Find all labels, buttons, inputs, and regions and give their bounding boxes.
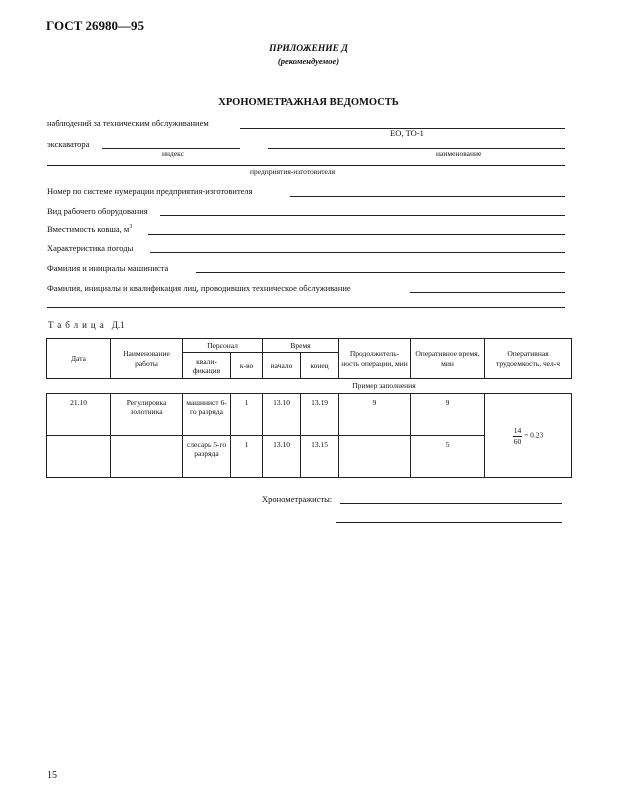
example-row xyxy=(47,379,572,393)
operator-line xyxy=(196,272,565,273)
weather-label: Характеристика погоды xyxy=(47,243,134,253)
cell-end: 13.15 xyxy=(301,435,339,477)
signature-line-1 xyxy=(340,503,562,504)
cell-date xyxy=(47,435,111,477)
staff-line-2 xyxy=(47,307,565,308)
cell-duration: 9 xyxy=(339,393,411,435)
signature-label: Хронометражисты: xyxy=(262,494,333,504)
bucket-line xyxy=(148,234,565,235)
weather-line xyxy=(150,252,565,253)
th-date: Дата xyxy=(47,339,111,379)
th-duration: Продолжитель-ность операции, мин xyxy=(339,339,411,379)
th-personnel: Персонал xyxy=(183,339,263,353)
th-count: к-во xyxy=(231,353,263,379)
standard-header: ГОСТ 26980—95 xyxy=(46,18,145,33)
table-caption: Таблица Д.1 xyxy=(48,320,125,330)
equipment-label: Вид рабочего оборудования xyxy=(47,206,148,216)
name-caption: наименование xyxy=(436,149,482,158)
labor-result: = 0.23 xyxy=(524,430,544,440)
equipment-line xyxy=(160,215,565,216)
example-label: Пример заполнения xyxy=(47,379,572,393)
cell-start: 13.10 xyxy=(263,435,301,477)
cell-operative: 9 xyxy=(411,393,485,435)
number-label: Номер по системе нумерации предприятия-изготовителя xyxy=(47,186,253,196)
header-row-1 xyxy=(47,339,572,353)
excavator-name-line xyxy=(268,148,565,149)
cell-start: 13.10 xyxy=(263,393,301,435)
cell-duration xyxy=(339,435,411,477)
signature-line-2 xyxy=(336,522,562,523)
document-title: ХРОНОМЕТРАЖНАЯ ВЕДОМОСТЬ xyxy=(218,97,399,108)
cell-qualification: слесарь 5-го разряда xyxy=(183,435,231,477)
th-labor: Оперативная трудоемкость, чел-ч xyxy=(485,339,572,379)
appendix-subtitle: (рекомендуемое) xyxy=(277,56,340,66)
observations-value: ЕО, ТО-1 xyxy=(390,128,424,138)
cell-operative: 5 xyxy=(411,435,485,477)
cell-date: 21.10 xyxy=(47,393,111,435)
number-line xyxy=(290,196,565,197)
manufacturer-line xyxy=(47,165,565,166)
cell-work: Регулировка золотника xyxy=(111,393,183,435)
operator-label: Фамилия и инициалы машиниста xyxy=(47,263,169,273)
th-start: начало xyxy=(263,353,301,379)
labor-fraction: $\frac{14}{60}$ xyxy=(513,426,522,446)
th-time: Время xyxy=(263,339,339,353)
staff-label: Фамилия, инициалы и квалификация лиц, проводивших техническое обслуживание xyxy=(47,283,351,293)
cell-work xyxy=(111,435,183,477)
staff-line xyxy=(410,292,565,293)
cell-count: 1 xyxy=(231,435,263,477)
appendix-title: ПРИЛОЖЕНИЕ Д xyxy=(269,44,348,54)
th-qualification: квали-фикация xyxy=(183,353,231,379)
cell-qualification: машинист 6-го разряда xyxy=(183,393,231,435)
th-work-name: Наименование работы xyxy=(111,339,183,379)
table-row xyxy=(47,393,572,435)
th-end: конец xyxy=(301,353,339,379)
page-number: 15 xyxy=(47,770,57,781)
cell-count: 1 xyxy=(231,393,263,435)
cell-end: 13.19 xyxy=(301,393,339,435)
manufacturer-caption: предприятия-изготовителя xyxy=(250,167,336,176)
observations-label: наблюдений за техническим обслуживанием xyxy=(47,118,209,128)
index-caption: индекс xyxy=(162,149,184,158)
excavator-label: экскаватора xyxy=(47,139,90,149)
timing-table xyxy=(46,338,572,478)
th-operative-time: Оперативное время, мин xyxy=(411,339,485,379)
bucket-label: Вместимость ковша, $м^3$ xyxy=(47,224,133,234)
cell-labor xyxy=(485,393,572,477)
